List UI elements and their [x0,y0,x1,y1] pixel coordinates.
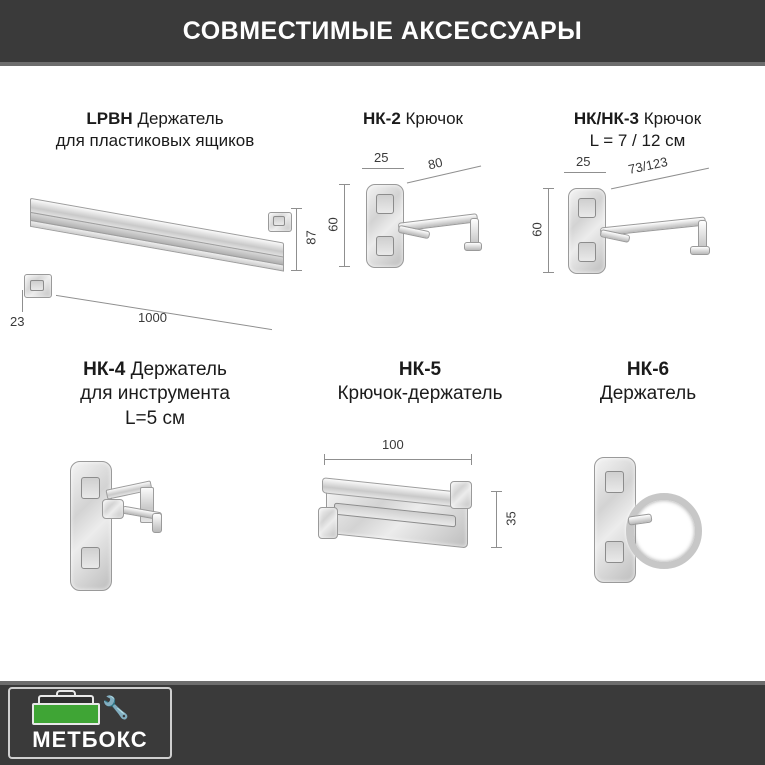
dim-tick [543,272,554,273]
dimension-label-1000: 1000 [138,309,167,325]
dimension-label-87: 87 [303,229,319,245]
dim-tick [291,270,302,271]
accessory-code: НК-6 [626,359,670,380]
accessory-subtitle: L = 7 / 12 см [589,130,686,150]
brand-name: МЕТБОКС [32,727,148,752]
dim-line-v [548,188,549,272]
accessories-grid [0,66,765,681]
dim-tick [543,188,554,189]
accessory-subtitle: для пластиковых ящиков [55,130,255,150]
dim-tick [291,208,302,209]
dim-line-h [324,459,472,460]
dim-line-h [362,168,404,169]
accessory-caption [10,358,300,431]
dimension-label-73-123: 73/123 [626,153,669,177]
accessory-caption [318,108,508,130]
accessory-card-nk6[interactable] [548,358,748,658]
brand-logo[interactable] [8,687,172,759]
accessory-card-nk5[interactable] [300,358,540,658]
accessory-length: L=5 см [124,407,186,429]
dimension-label-100: 100 [382,436,404,452]
wrench-icon: 🔧 [102,695,130,720]
accessory-code: НК-2 [363,109,401,128]
page-footer [0,685,765,765]
accessory-drawing-nk5 [300,436,540,615]
accessory-drawing-nk6 [548,449,748,609]
accessory-code: LPBH [86,109,133,128]
dim-line-v [496,491,497,547]
dimension-label-23: 23 [10,313,25,329]
accessory-drawing-nk2 [318,149,508,352]
dimension-label-60: 60 [325,217,341,232]
accessory-caption [520,108,755,152]
accessory-name: Держатель [130,359,227,380]
dim-tick [491,491,502,492]
dimension-label-60: 60 [529,221,545,237]
dimension-label-35: 35 [503,510,519,526]
dim-tick [339,184,350,185]
accessory-drawing-nk3 [520,153,755,354]
accessory-card-lpbh[interactable] [10,108,319,358]
accessory-code: НК-5 [398,359,442,380]
page-header [0,0,765,62]
accessory-name: Крючок-держатель [337,383,503,405]
accessory-drawing-lpbh [10,162,319,342]
dimension-label-80: 80 [426,154,444,173]
accessory-code: НК-4 [83,359,126,380]
accessory-drawing-nk4 [10,451,300,621]
accessory-subtitle: для инструмента [80,383,230,405]
accessory-caption [300,358,540,407]
dim-tick [491,547,502,548]
accessory-caption [10,108,300,152]
accessory-name: Держатель [599,383,697,405]
accessory-caption [548,358,748,407]
dim-line-h [564,172,606,173]
accessory-name: Крючок [405,109,463,128]
accessory-card-nk2[interactable] [318,108,508,358]
dim-line-v [296,208,297,270]
accessory-name: Крючок [643,109,702,128]
accessory-card-nk4[interactable] [10,358,300,658]
accessory-card-nk3[interactable] [520,108,755,358]
toolbox-icon [32,693,96,721]
dim-line-v2 [22,290,23,312]
dim-line-v [344,184,345,266]
dim-tick [471,454,472,465]
page-title: СОВМЕСТИМЫЕ АКСЕССУАРЫ [182,16,583,45]
dim-line-d [407,165,481,183]
dim-tick [324,454,325,465]
dimension-label-25: 25 [374,149,389,165]
accessory-code: НК/НК-3 [573,109,639,128]
dim-tick [339,266,350,267]
accessory-name: Держатель [137,109,224,128]
dimension-label-25: 25 [576,153,591,169]
